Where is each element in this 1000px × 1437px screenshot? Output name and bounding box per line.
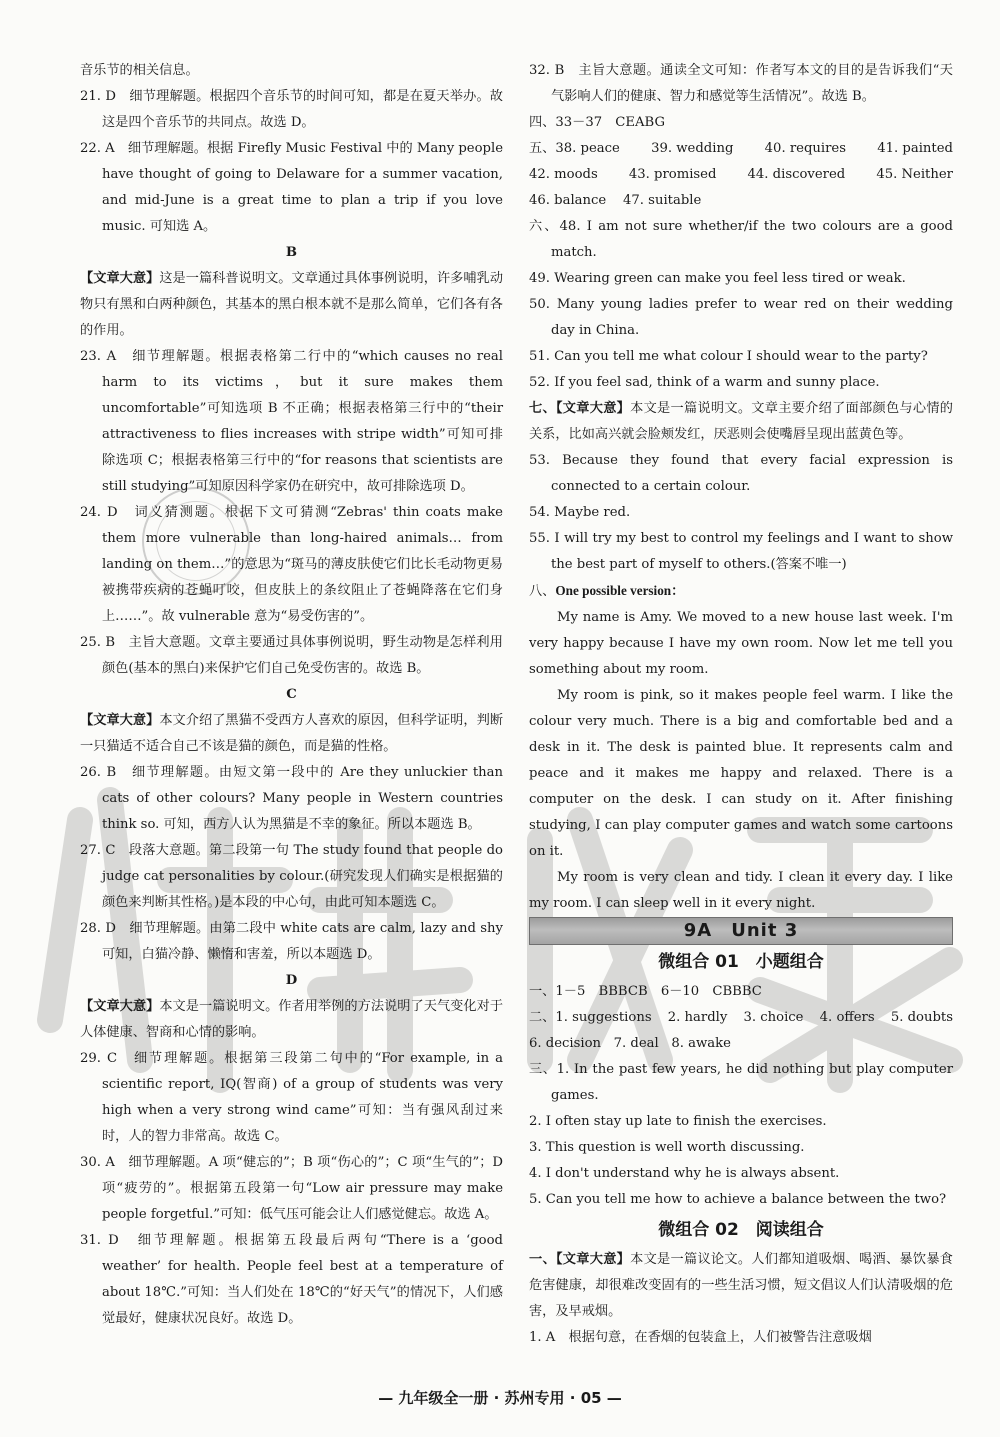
answer-21: 21. D 细节理解题。根据四个音乐节的时间可知，都是在夏天举办。故这是四个音乐节的共同点。故选 D。 [80,89,503,130]
micro-group-02-title: 微组合 02 阅读组合 [658,1220,824,1240]
part8-heading [529,578,953,605]
m1-part2-row2 [529,1031,953,1057]
m1-sentence-3: 3. This question is well worth discussing. [529,1140,805,1155]
text-p1: 音乐节的相关信息。 [80,63,199,78]
part5-row2 [529,162,953,188]
part5-item: 46. balance [529,193,607,208]
answer-27: 27. C 段落大意题。第二段第一句 The study found that people do judge cat personalities by colour.(研究发现人们确实是根据猫的颜色来判断其性格。)是本段的中心句，由此可知本题选 C。 [80,843,503,910]
m1-part2-row1 [529,1005,953,1031]
summary-tag: 七、【文章大意】 [529,401,631,416]
m1-word: 3. choice [743,1010,804,1025]
summary-tag: 【文章大意】 [80,271,160,286]
part5-item: 45. Neither [876,167,953,182]
summary-text: 本文是一篇说明文。作者用举例的方法说明了天气变化对于人体健康、智商和心情的影响。 [80,999,504,1040]
summary-tag: 【文章大意】 [80,999,160,1014]
micro-group-01-title: 微组合 01 小题组合 [658,952,824,972]
part5-item: 47. suitable [623,193,702,208]
m1-word: 2. hardly [667,1010,728,1025]
essay-paragraph-1: My name is Amy. We moved to a new house last week. I'm very happy because I have my own room. Now let me tell you something about my room. [529,610,953,677]
sentence-52: 52. If you feel sad, think of a warm and sunny place. [529,375,880,390]
summary-c [80,708,503,760]
summary-text: 本文是一篇说明文。文章主要介绍了面部颜色与心情的关系，比如高兴就会脸颊发红，厌恶则会使嘴唇呈现出蓝黄色等。 [529,401,953,442]
left-column [80,58,503,1332]
sentence-55: 55. I will try my best to control my feelings and I want to show the best part of myself to others.(答案不唯一) [529,531,953,572]
unit-title-bar: 9A Unit 3 [529,917,953,945]
part5-item: 42. moods [529,167,598,182]
m1-word: 7. deal [613,1036,659,1051]
part5-item: 40. requires [764,141,846,156]
section-d-heading: D [285,973,298,988]
essay-paragraph-3: My room is very clean and tidy. I clean it every day. I like my room. I can sleep well in it every night. [529,870,953,911]
answer-26: 26. B 细节理解题。由短文第一段中的 Are they unluckier than cats of other colours? Many people in Western countries think so. 可知，西方人认为黑猫是不幸的象征。所以本题选 B。 [80,765,503,832]
answer-28: 28. D 细节理解题。由第二段中 white cats are calm, lazy and shy 可知，白猫冷静、懒惰和害羞，所以本题选 D。 [80,921,503,962]
m1-word: 二、1. suggestions [529,1010,652,1025]
summary-m2 [529,1247,953,1325]
part5-item: 44. discovered [747,167,846,182]
summary-7 [529,396,953,448]
part5-row1 [529,136,953,162]
m1-sentence-1: 三、1. In the past few years, he did nothing but play computer games. [529,1062,953,1103]
part5-row3 [529,188,953,214]
answer-24: 24. D 词义猜测题。根据下文可猜测“Zebras' thin coats make them more vulnerable than long-haired animals… from landing on them…”的意思为“斑马的薄皮肤使它们比长毛动物更易被携带疾病的苍蝇叮咬，但皮肤上的条纹阻止了苍蝇降落在它们身上……”。故 vulnerable 意为“易受伤害的”。 [80,505,503,624]
m1-word: 6. decision [529,1036,602,1051]
summary-text: 本文是一篇议论文。人们都知道吸烟、喝酒、暴饮暴食危害健康，却很难改变固有的一些生活习惯，短文倡议人们认清吸烟的危害，及早戒烟。 [529,1252,953,1319]
summary-text: 本文介绍了黑猫不受西方人喜欢的原因，但科学证明，判断一只猫适不适合自己不该是猫的颜色，而是猫的性格。 [80,713,504,754]
part5-item: 39. wedding [651,141,734,156]
m1-sentence-4: 4. I don't understand why he is always absent. [529,1166,840,1181]
page-footer: — 九年级全一册 · 苏州专用 · 05 — [378,1389,622,1407]
sentence-50: 50. Many young ladies prefer to wear red on their wedding day in China. [529,297,953,338]
summary-tag: 【文章大意】 [80,713,160,728]
sentence-54: 54. Maybe red. [529,505,631,520]
sentence-53: 53. Because they found that every facial expression is connected to a certain colour. [529,453,953,494]
sentence-51: 51. Can you tell me what colour I should wear to the party? [529,349,928,364]
answer-22: 22. A 细节理解题。根据 Firefly Music Festival 中的 Many people have thought of going to Delaware for a summer vacation, and mid-June is a great time to plan a trip if you love music. 可知选 A。 [80,141,503,234]
part4-answers: 四、33－37 CEABG [529,115,666,130]
sentence-48: 六、48. I am not sure whether/if the two colours are a good match. [529,219,953,260]
m1-word: 4. offers [819,1010,875,1025]
part8-label: 八、 [529,584,556,599]
m1-sentence-2: 2. I often stay up late to finish the exercises. [529,1114,827,1129]
essay-paragraph-2: My room is pink, so it makes people feel warm. I like the colour very much. There is a big and comfortable bed and a desk in it. The desk is painted blue. It represents calm and peace and it makes me happy and relaxed. There is a computer on the desk. I can study on it. After finishing studying, I can play computer games and watch some cartoons on it. [529,688,953,859]
m1-sentence-5: 5. Can you tell me how to achieve a balance between the two? [529,1192,947,1207]
part5-item: 五、38. peace [529,141,620,156]
m1-word: 5. doubts [890,1010,953,1025]
part5-item: 43. promised [628,167,717,182]
part5-item: 41. painted [877,141,953,156]
m2-answer-1: 1. A 根据句意，在香烟的包装盒上，人们被警告注意吸烟 [529,1330,872,1345]
right-column [529,58,953,1351]
section-c-heading: C [286,687,297,702]
summary-tag: 一、【文章大意】 [529,1252,631,1267]
answer-29: 29. C 细节理解题。根据第三段第二句中的“For example, in a scientific report, IQ(智商) of a group of students was very high when a very strong wind came”可知：当有强风刮过来时，人的智力非常高。故选 C。 [80,1051,503,1144]
answer-23: 23. A 细节理解题。根据表格第二行中的“which causes no real harm to its victims，but it sure makes them uncomfortable”可知选项 B 不正确；根据表格第三行中的“their attractiveness to flies increases with stripe width”可知可排除选项 C；根据表格第三行中的“for reasons that scientists are still studying”可知原因科学家仍在研究中，故可排除选项 D。 [80,349,503,494]
answer-31: 31. D 细节理解题。根据第五段最后两句“There is a ‘good weather’ for health. People feel best at a temperature of about 18℃.”可知：当人们处在 18℃的“好天气”的情况下，人们感觉最好，健康状况良好。故选 D。 [80,1233,503,1326]
summary-d [80,994,503,1046]
section-b-heading: B [285,245,298,260]
sentence-49: 49. Wearing green can make you feel less tired or weak. [529,271,906,286]
summary-text: 这是一篇科普说明文。文章通过具体事例说明，许多哺乳动物只有黑和白两种颜色，其基本的黑白根本就不是那么简单，它们各有各的作用。 [80,271,504,338]
m1-part1: 一、1－5 BBBCB 6－10 CBBBC [529,984,762,999]
summary-b [80,266,503,344]
m1-word: 8. awake [671,1036,731,1051]
part8-title: One possible version： [555,583,685,598]
answer-30: 30. A 细节理解题。A 项“健忘的”；B 项“伤心的”；C 项“生气的”；D 项“疲劳的”。根据第五段第一句“Low air pressure may make people forgetful.”可知：低气压可能会让人们感觉健忘。故选 A。 [80,1155,503,1222]
answer-32: 32. B 主旨大意题。通读全文可知：作者写本文的目的是告诉我们“天气影响人们的健康、智力和感觉等生活情况”。故选 B。 [529,63,953,104]
answer-25: 25. B 主旨大意题。文章主要通过具体事例说明，野生动物是怎样利用颜色(基本的黑白)来保护它们自己免受伤害的。故选 B。 [80,635,503,676]
